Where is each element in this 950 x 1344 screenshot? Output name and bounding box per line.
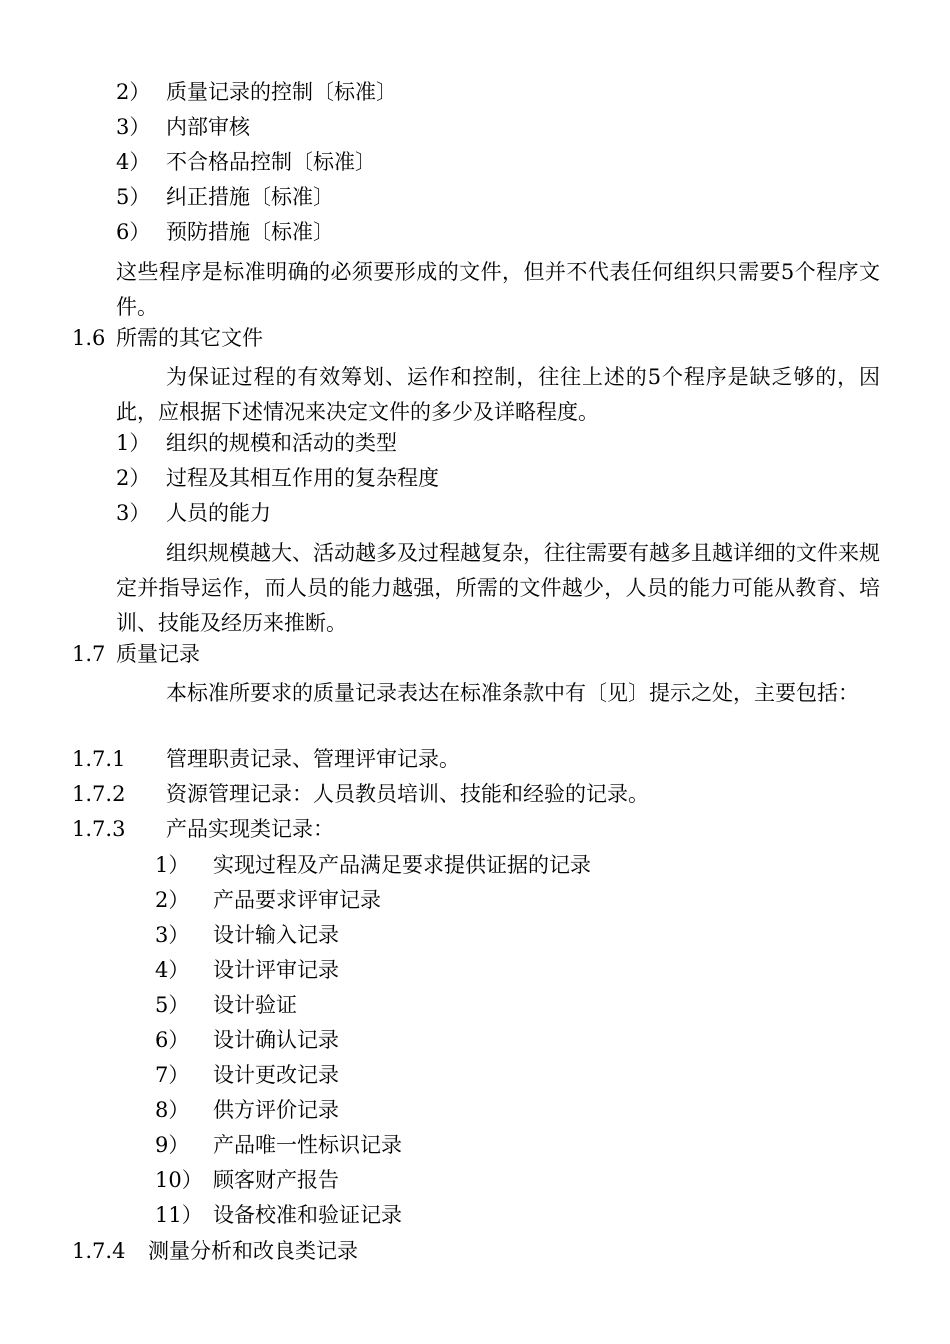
- list-item: [155, 1062, 339, 1088]
- list-item-text: 质量记录的控制〔标准〕: [166, 80, 397, 104]
- paragraph: 这些程序是标准明确的必须要形成的文件，但并不代表任何组织只需要5个程序文件。: [116, 260, 880, 319]
- subsection-text: 资源管理记录：人员教员培训、技能和经验的记录。: [166, 782, 649, 806]
- list-item-number: 1）: [116, 431, 151, 455]
- section-title: 所需的其它文件: [116, 326, 263, 350]
- paragraph: 为保证过程的有效筹划、运作和控制，往往上述的5个程序是缺乏够的，因此，应根据下述情况来决定文件的多少及详略程度。: [116, 365, 880, 424]
- list-item-number: 6）: [116, 220, 151, 244]
- list-item-number: 2）: [116, 466, 151, 490]
- list-item-number: 5）: [155, 993, 190, 1017]
- subsection-text: 产品实现类记录：: [166, 817, 334, 841]
- subsection-number: 1.7.3: [72, 817, 126, 841]
- section-number: 1.6: [72, 326, 106, 350]
- list-item-number: 3）: [116, 501, 151, 525]
- list-item-text: 设计更改记录: [213, 1063, 339, 1087]
- subsection-text: 管理职责记录、管理评审记录。: [166, 747, 460, 771]
- list-item-text: 设计评审记录: [213, 958, 339, 982]
- subsection-number: 1.7.4: [72, 1239, 126, 1263]
- list-item: [116, 149, 376, 175]
- list-item-number: 6）: [155, 1028, 190, 1052]
- list-item-number: 4）: [116, 150, 151, 174]
- list-item: [116, 430, 397, 456]
- list-item: [155, 1132, 402, 1158]
- list-item: [116, 114, 250, 140]
- list-item-text: 内部审核: [166, 115, 250, 139]
- section-title: 质量记录: [116, 642, 200, 666]
- list-item: [116, 79, 397, 105]
- paragraph: 组织规模越大、活动越多及过程越复杂，往往需要有越多且越详细的文件来规定并指导运作，而人员的能力越强，所需的文件越少，人员的能力可能从教育、培训、技能及经历来推断。: [116, 541, 880, 635]
- list-item: [155, 1167, 339, 1193]
- subsection: [72, 746, 460, 772]
- list-item-text: 设计验证: [213, 993, 297, 1017]
- list-item-number: 5）: [116, 185, 151, 209]
- subsection-number: 1.7.2: [72, 782, 126, 806]
- list-item-number: 1）: [155, 853, 190, 877]
- list-item-number: 9）: [155, 1133, 190, 1157]
- list-item-text: 实现过程及产品满足要求提供证据的记录: [213, 853, 591, 877]
- subsection: [72, 781, 649, 807]
- list-item-number: 2）: [116, 80, 151, 104]
- list-item-number: 8）: [155, 1098, 190, 1122]
- list-item-text: 不合格品控制〔标准〕: [166, 150, 376, 174]
- section-heading: [72, 325, 263, 351]
- list-item: [155, 957, 339, 983]
- list-item-number: 10）: [155, 1168, 203, 1192]
- list-item-number: 4）: [155, 958, 190, 982]
- list-item: [155, 1097, 339, 1123]
- list-item-text: 产品要求评审记录: [213, 888, 381, 912]
- list-item-number: 2）: [155, 888, 190, 912]
- list-item-text: 纠正措施〔标准〕: [166, 185, 334, 209]
- subsection: [72, 1238, 358, 1264]
- list-item: [116, 500, 271, 526]
- list-item-text: 设计确认记录: [213, 1028, 339, 1052]
- list-item-number: 7）: [155, 1063, 190, 1087]
- list-item: [155, 992, 297, 1018]
- list-item-text: 产品唯一性标识记录: [213, 1133, 402, 1157]
- list-item-text: 组织的规模和活动的类型: [166, 431, 397, 455]
- paragraph: 本标准所要求的质量记录表达在标准条款中有〔见〕提示之处，主要包括：: [166, 681, 859, 705]
- list-item-text: 人员的能力: [166, 501, 271, 525]
- list-item-number: 3）: [155, 923, 190, 947]
- list-item-number: 11）: [155, 1203, 203, 1227]
- subsection: [72, 816, 334, 842]
- list-item: [116, 184, 334, 210]
- list-item: [155, 922, 339, 948]
- list-item-number: 3）: [116, 115, 151, 139]
- list-item-text: 设备校准和验证记录: [213, 1203, 402, 1227]
- list-item: [155, 887, 381, 913]
- subsection-number: 1.7.1: [72, 747, 126, 771]
- list-item: [155, 852, 591, 878]
- list-item: [116, 465, 439, 491]
- list-item-text: 供方评价记录: [213, 1098, 339, 1122]
- section-number: 1.7: [72, 642, 106, 666]
- section-heading: [72, 641, 200, 667]
- list-item: [155, 1027, 339, 1053]
- list-item-text: 预防措施〔标准〕: [166, 220, 334, 244]
- list-item-text: 设计输入记录: [213, 923, 339, 947]
- list-item: [155, 1202, 402, 1228]
- subsection-text: 测量分析和改良类记录: [148, 1239, 358, 1263]
- list-item-text: 过程及其相互作用的复杂程度: [166, 466, 439, 490]
- list-item: [116, 219, 334, 245]
- list-item-text: 顾客财产报告: [213, 1168, 339, 1192]
